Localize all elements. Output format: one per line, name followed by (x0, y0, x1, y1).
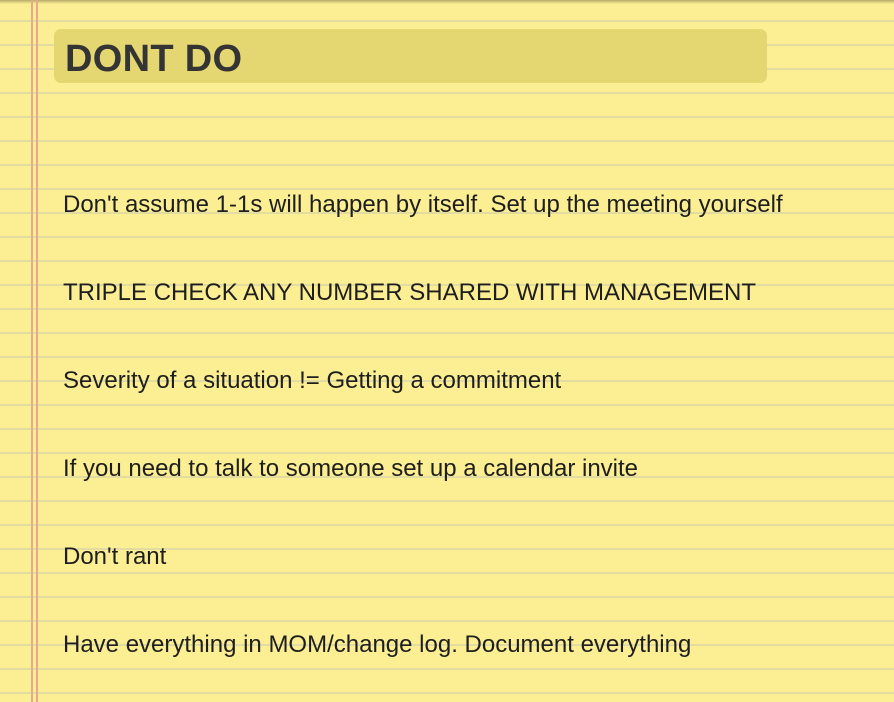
note-line-6[interactable]: Have everything in MOM/change log. Document everything (63, 631, 692, 658)
note-line-3[interactable]: Severity of a situation != Getting a commitment (63, 367, 562, 394)
note-line-2[interactable]: TRIPLE CHECK ANY NUMBER SHARED WITH MANAGEMENT (63, 279, 756, 306)
note-title-highlight[interactable] (54, 29, 767, 83)
note-line-1[interactable]: Don't assume 1-1s will happen by itself. Set up the meeting yourself (63, 191, 783, 218)
notepad-margin-line-right (36, 0, 38, 702)
note-title[interactable]: DONT DO (65, 38, 243, 80)
note-line-4[interactable]: If you need to talk to someone set up a calendar invite (63, 455, 639, 482)
note-line-5[interactable]: Don't rant (63, 543, 167, 570)
window-top-shadow (0, 0, 894, 4)
notepad-margin-line-left (31, 0, 33, 702)
